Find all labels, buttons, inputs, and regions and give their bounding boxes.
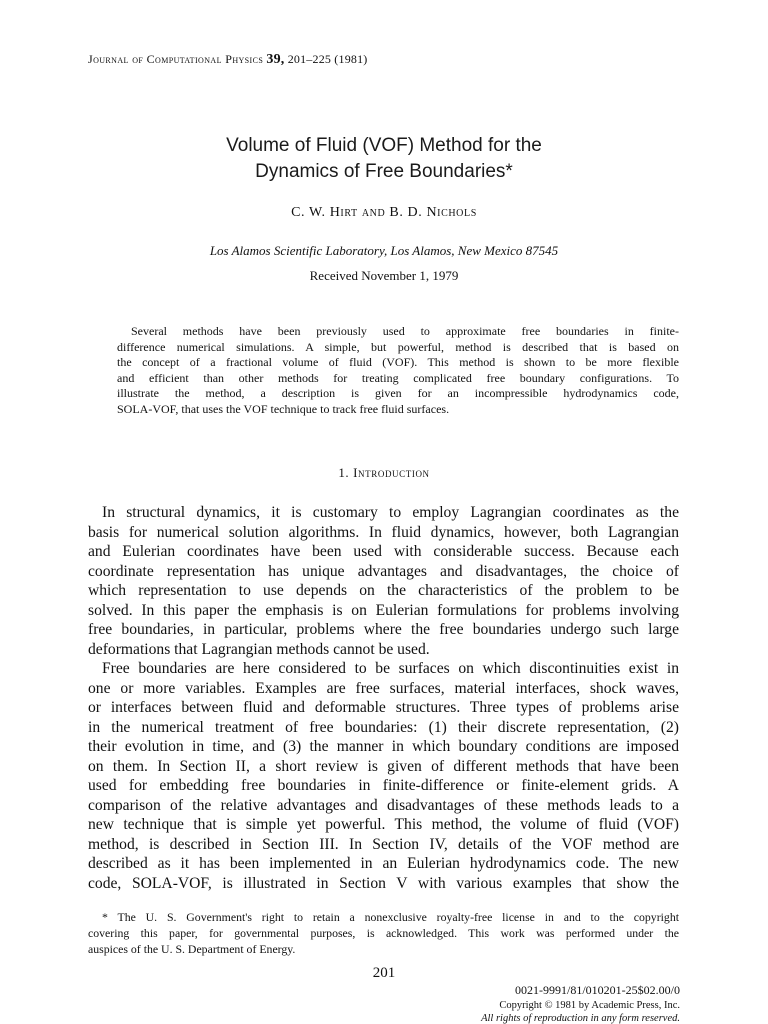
body-line: solved. In this paper the emphasis is on Eulerian formulations for problems involving [88, 601, 679, 619]
journal-header [88, 52, 368, 68]
body-line: and Eulerian coordinates have been used with considerable success. Because each [88, 543, 679, 560]
body-line: In structural dynamics, it is customary to employ Lagrangian coordinates as the [102, 504, 679, 521]
body-line: on them. In Section II, a short review is given of different methods that have been [88, 757, 679, 775]
body-line: Free boundaries are here considered to be surfaces on which discontinuities exist in [102, 660, 679, 677]
journal-name: Journal of Computational Physics [88, 52, 264, 66]
journal-volume: 39, [266, 52, 285, 67]
received-date: Received November 1, 1979 [309, 268, 459, 283]
affiliation: Los Alamos Scientific Laboratory, Los Alamos, New Mexico 87545 [209, 243, 559, 258]
authors: C. W. Hirt and B. D. Nichols [291, 205, 477, 220]
abstract-line: the concept of a fractional volume of fluid (VOF). This method is shown to be more flexible [117, 355, 679, 370]
page-number: 201 [372, 965, 396, 981]
body-line: described as it has been implemented in an Eulerian hydrodynamics code. The new [88, 855, 679, 872]
abstract-line: SOLA-VOF, that uses the VOF technique to track free fluid surfaces. [117, 401, 450, 416]
article-title [0, 133, 768, 185]
issn-code: 0021-9991/81/010201-25$02.00/0 [515, 983, 680, 997]
footnote-line: auspices of the U. S. Department of Energy. [88, 942, 296, 956]
body-line: new technique that is simple yet powerful. This method, the volume of fluid (VOF) [88, 816, 679, 833]
title-line-2: Dynamics of Free Boundaries* [255, 161, 513, 182]
body-line: which representation to use depends on the characteristics of the problem to be [88, 582, 679, 599]
body-line: code, SOLA-VOF, is illustrated in Section V with various examples that show the [88, 874, 679, 892]
footnote-line: covering this paper, for governmental purposes, is acknowledged. This work was performed under the [88, 926, 679, 940]
body-line: deformations that Lagrangian methods cannot be used. [88, 640, 430, 658]
body-line: method, is described in Section III. In Section IV, details of the VOF method are [88, 835, 679, 853]
body-line: comparison of the relative advantages and disadvantages of these methods leads to a [88, 796, 679, 814]
rights-notice: All rights of reproduction in any form reserved. [481, 1013, 680, 1024]
abstract-line: illustrate the method, a description is given for an incompressible hydrodynamics code, [117, 386, 679, 401]
body-line: one or more variables. Examples are free surfaces, material interfaces, shock waves, [88, 679, 679, 697]
copyright-notice: Copyright © 1981 by Academic Press, Inc. [499, 1000, 680, 1011]
body-line: in the numerical treatment of free boundaries: (1) their discrete representation, (2) [88, 718, 679, 736]
body-text [88, 503, 679, 893]
body-line: or interfaces between fluid and deformable structures. Three types of problems arise [88, 699, 679, 716]
abstract-line: and efficient than other methods for treating complicated free boundary configurations. To [117, 370, 679, 385]
abstract [117, 324, 679, 418]
body-line: coordinate representation has unique advantages and disadvantages, the choice of [88, 562, 679, 580]
footnote-line: * The U. S. Government's right to retain a nonexclusive royalty-free license in and to the copyright [102, 910, 679, 924]
abstract-line: difference numerical simulations. A simple, but powerful, method is described that is based on [117, 339, 679, 354]
body-line: free boundaries, in particular, problems where the free boundaries undergo such large [88, 621, 679, 638]
abstract-line: Several methods have been previously used to approximate free boundaries in finite- [131, 324, 679, 338]
body-line: used for embedding free boundaries in finite-difference or finite-element grids. A [88, 777, 679, 794]
footnote [88, 909, 679, 957]
title-line-1: Volume of Fluid (VOF) Method for the [226, 135, 542, 156]
body-line: their evolution in time, and (3) the manner in which boundary conditions are imposed [88, 738, 679, 755]
section-heading: 1. Introduction [338, 465, 430, 480]
body-line: basis for numerical solution algorithms. In fluid dynamics, however, both Lagrangian [88, 523, 679, 541]
journal-pages-year: 201–225 (1981) [287, 52, 368, 66]
